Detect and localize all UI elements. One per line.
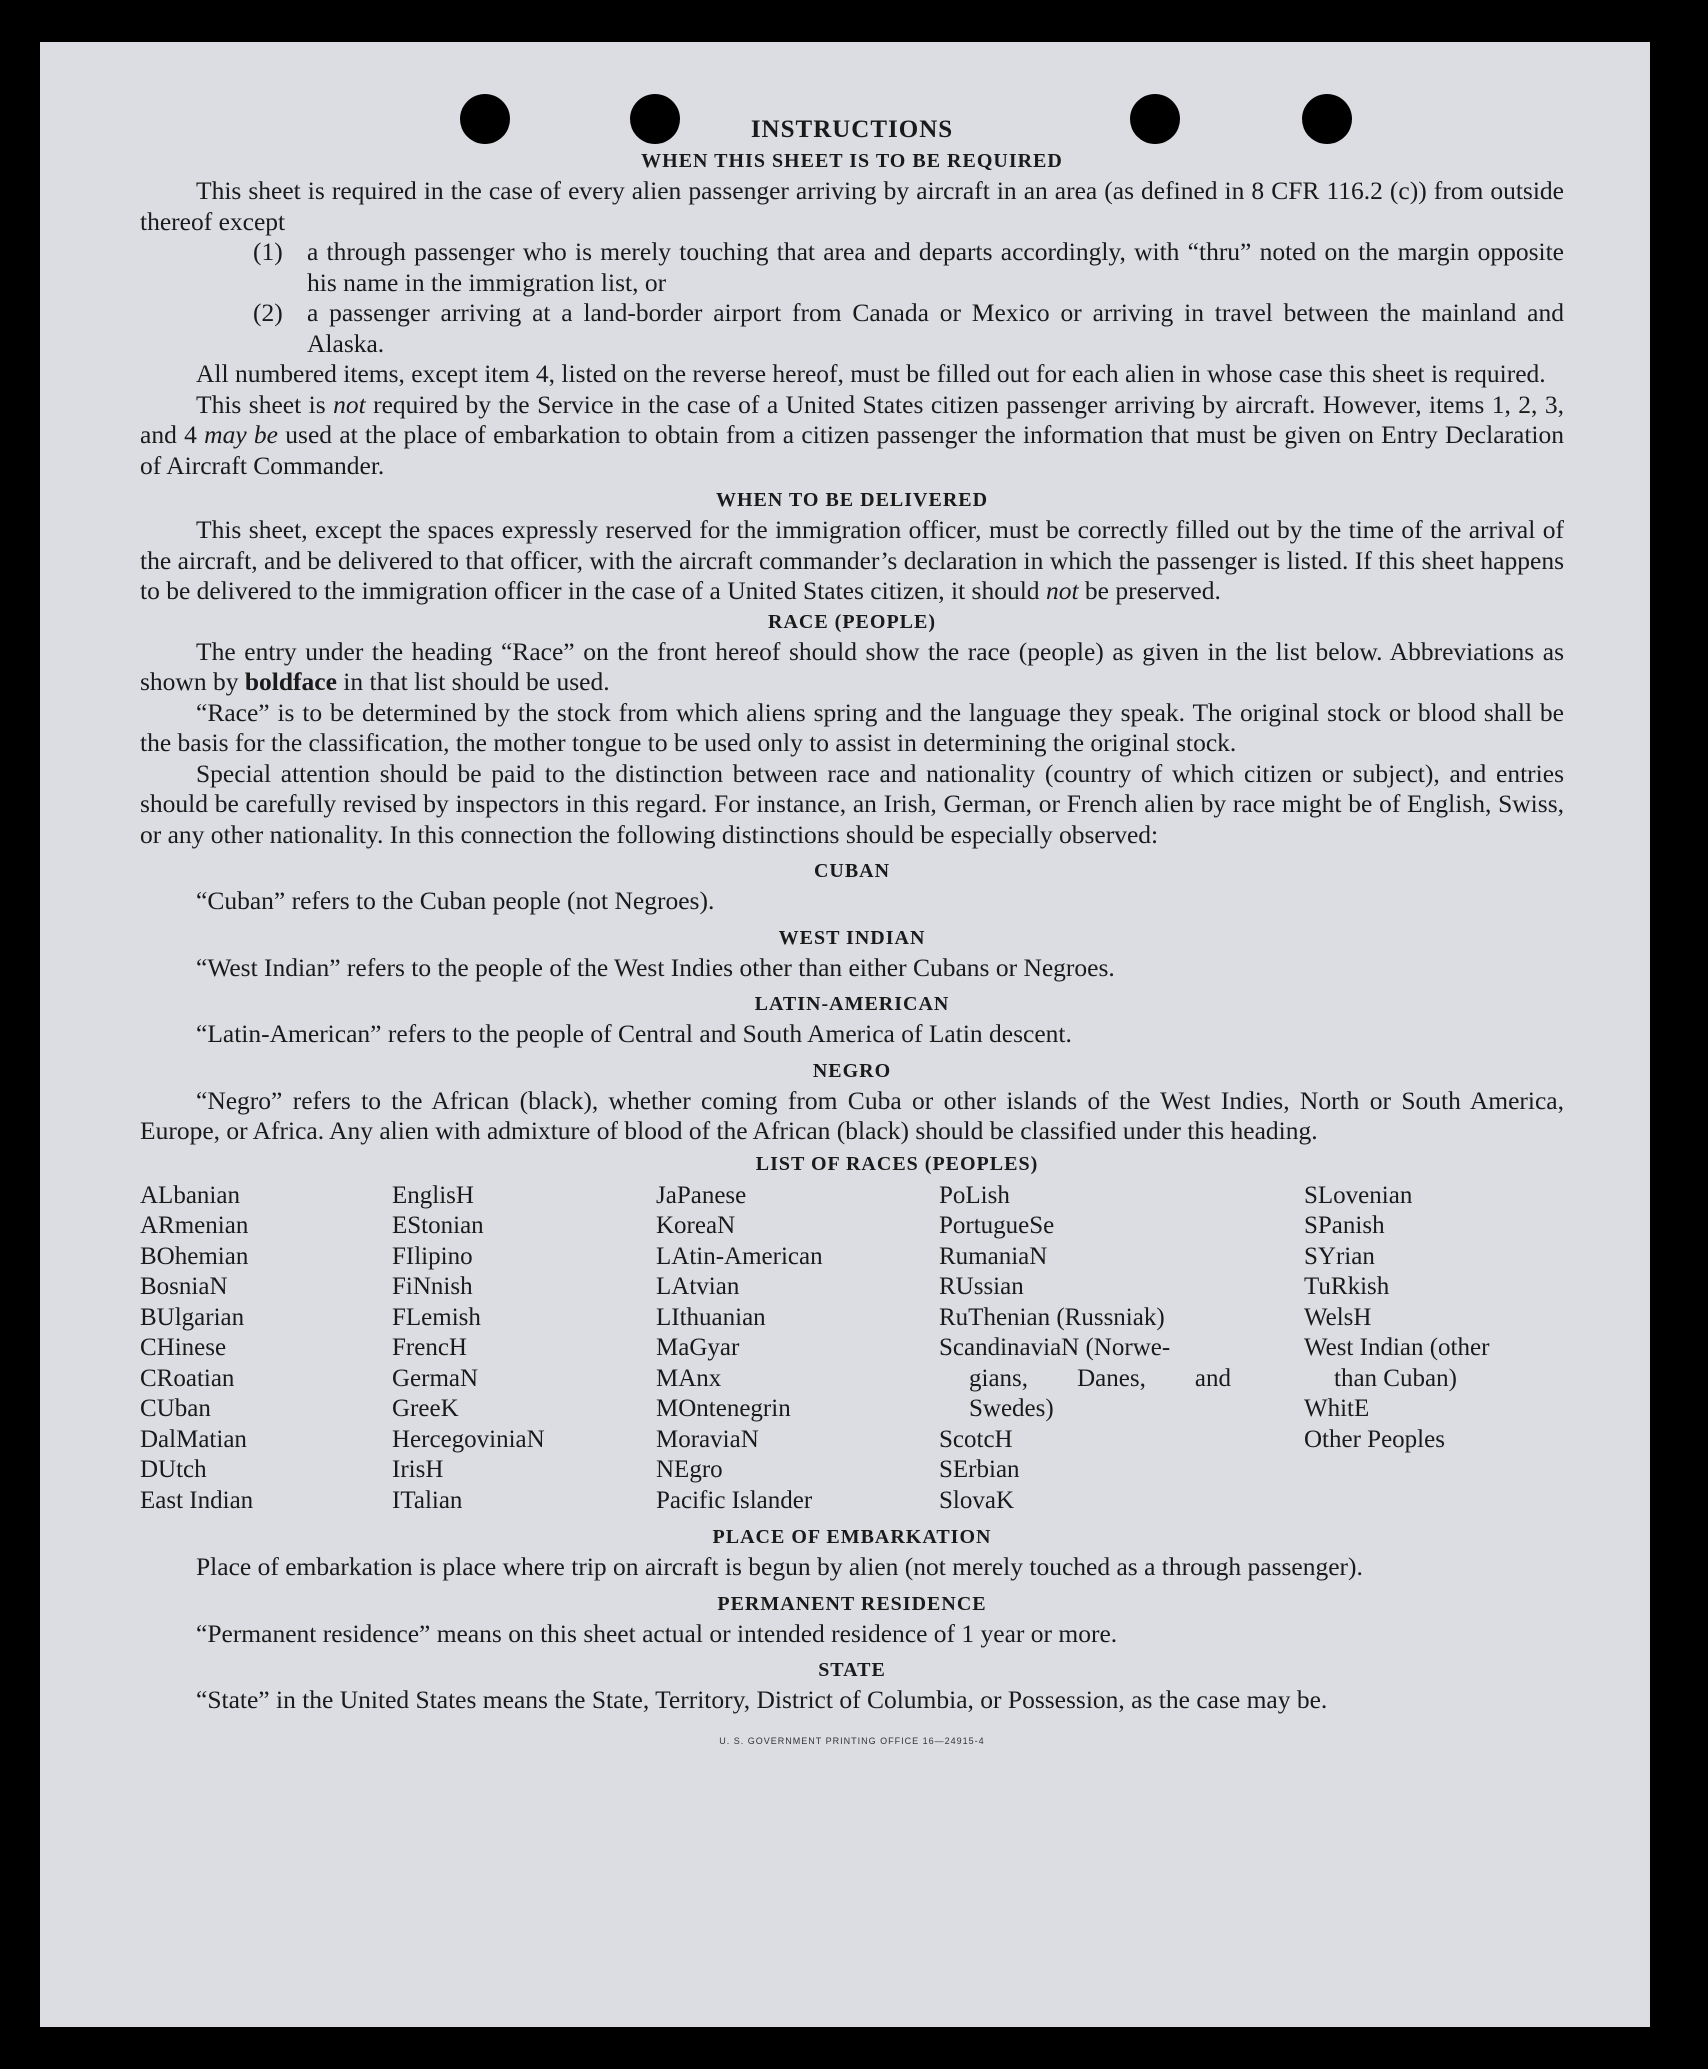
section-heading: NEGRO bbox=[812, 1059, 892, 1082]
list-item: KoreaN bbox=[656, 1212, 736, 1239]
list-item: FLemish bbox=[392, 1303, 481, 1331]
list-item: ALbanian bbox=[140, 1181, 240, 1209]
paragraph: “Negro” refers to the African (black), whether coming from Cuba or other islands of the West Indies, North or South America, Europe, or Africa. Any alien with admixture of blood of the African (black) should be classified under this heading. bbox=[140, 1085, 1564, 1145]
punch-hole bbox=[1302, 94, 1352, 144]
list-item: than Cuban) bbox=[1334, 1364, 1457, 1392]
list-item: East Indian bbox=[140, 1486, 254, 1514]
list-item: BOhemian bbox=[140, 1242, 249, 1270]
punch-hole bbox=[460, 94, 510, 144]
list-item: RumaniaN bbox=[939, 1242, 1048, 1270]
paragraph: “Cuban” refers to the Cuban people (not Negroes). bbox=[196, 886, 715, 915]
numbered-item bbox=[140, 298, 1564, 359]
item-text: a through passenger who is merely touching that area and departs accordingly, with “thru” noted on the margin opposite his name in the immigration list, or bbox=[307, 237, 1564, 297]
list-item: ScandinaviaN (Norwe- bbox=[939, 1334, 1171, 1361]
section-heading: WHEN TO BE DELIVERED bbox=[715, 489, 989, 511]
section-heading: WHEN THIS SHEET IS TO BE REQUIRED bbox=[641, 150, 1063, 172]
list-item: CUban bbox=[140, 1395, 211, 1422]
paragraph: Place of embarkation is place where trip on aircraft is begun by alien (not merely touched as a through passenger). bbox=[196, 1552, 1363, 1581]
list-item: DalMatian bbox=[140, 1425, 247, 1453]
list-item: MOntenegrin bbox=[656, 1395, 791, 1422]
race-column-1 bbox=[140, 1181, 392, 1517]
paragraph: “Permanent residence” means on this sheet actual or intended residence of 1 year or more. bbox=[196, 1618, 1118, 1648]
list-item: LAtin-American bbox=[656, 1242, 823, 1270]
list-item: ScotcH bbox=[939, 1425, 1013, 1453]
list-item: MoraviaN bbox=[656, 1425, 759, 1453]
paragraph: “West Indian” refers to the people of the West Indies other than either Cubans or Negroes. bbox=[196, 952, 1115, 982]
paragraph: All numbered items, except item 4, listed on the reverse hereof, must be filled out for each alien in whose case this sheet is required. bbox=[196, 359, 1546, 388]
list-item: JaPanese bbox=[656, 1181, 747, 1209]
list-item: CHinese bbox=[140, 1334, 227, 1361]
printer-imprint: U. S. GOVERNMENT PRINTING OFFICE 16—24915-4 bbox=[719, 1735, 985, 1746]
race-column-2 bbox=[392, 1181, 656, 1517]
section-heading: CUBAN bbox=[813, 860, 891, 882]
race-column-5 bbox=[1304, 1181, 1489, 1517]
section-heading: WEST INDIAN bbox=[778, 926, 926, 949]
race-column-3 bbox=[656, 1181, 939, 1517]
list-item: SLovenian bbox=[1304, 1181, 1413, 1209]
list-item: EStonian bbox=[392, 1212, 484, 1239]
list-item: SYrian bbox=[1304, 1242, 1375, 1270]
list-item: West Indian (other bbox=[1304, 1334, 1490, 1361]
section-heading: STATE bbox=[818, 1659, 886, 1681]
paragraph: This sheet is not required by the Service in the case of a United States citizen passenger arriving by aircraft. However, items 1, 2, 3, and 4 may be used at the place of embarkation to obtain from a citizen passenger the information that must be given on Entry Declaration of Aircraft Commander. bbox=[140, 389, 1564, 480]
list-item: FIlipino bbox=[392, 1242, 473, 1270]
document-sheet bbox=[40, 42, 1650, 2027]
race-column-4 bbox=[939, 1181, 1304, 1517]
paragraph: This sheet is required in the case of every alien passenger arriving by aircraft in an area (as defined in 8 CFR 116.2 (c)) from outside thereof except bbox=[140, 176, 1564, 236]
section-heading: LATIN-AMERICAN bbox=[754, 993, 950, 1015]
list-item: FrencH bbox=[392, 1334, 467, 1361]
list-item: LIthuanian bbox=[656, 1303, 766, 1331]
item-number: (2) bbox=[253, 298, 283, 327]
list-item: CRoatian bbox=[140, 1364, 235, 1392]
list-item: Other Peoples bbox=[1304, 1425, 1445, 1453]
list-item: NEgro bbox=[656, 1456, 723, 1483]
race-list bbox=[140, 1181, 1564, 1517]
list-item: HercegoviniaN bbox=[392, 1425, 545, 1453]
list-item: WhitE bbox=[1304, 1395, 1370, 1422]
paragraph: This sheet, except the spaces expressly reserved for the immigration officer, must be correctly filled out by the time of the arrival of the aircraft, and be delivered to that officer, with the aircraft commander’s declaration in which the passenger is listed. If this sheet happens to be delivered to the immigration officer in the case of a United States citizen, it should not be preserved. bbox=[140, 515, 1564, 605]
paragraph: “Latin-American” refers to the people of Central and South America of Latin descent. bbox=[196, 1019, 1072, 1048]
paragraph: The entry under the heading “Race” on the front hereof should show the race (people) as given in the list below. Abbreviations as shown by boldface in that list should be used. bbox=[140, 636, 1564, 696]
list-item: SlovaK bbox=[939, 1486, 1014, 1514]
list-item: PoLish bbox=[939, 1181, 1010, 1209]
list-item: SErbian bbox=[939, 1456, 1020, 1483]
paragraph: “State” in the United States means the State, Territory, District of Columbia, or Possession, as the case may be. bbox=[196, 1685, 1328, 1714]
list-item: ARmenian bbox=[140, 1212, 249, 1239]
list-item: MAnx bbox=[656, 1364, 722, 1392]
list-item: EnglisH bbox=[392, 1181, 474, 1209]
numbered-item bbox=[140, 237, 1564, 298]
paragraph: “Race” is to be determined by the stock from which aliens spring and the language they speak. The original stock or blood shall be the basis for the classification, the mother tongue to be used only to assist in determining the original stock. bbox=[140, 697, 1564, 757]
section-heading: RACE (PEOPLE) bbox=[768, 610, 936, 633]
punch-hole bbox=[630, 94, 680, 144]
punch-hole bbox=[1130, 94, 1180, 144]
list-item: BosniaN bbox=[140, 1273, 228, 1300]
list-item: ITalian bbox=[392, 1486, 463, 1514]
list-item: PortugueSe bbox=[939, 1212, 1055, 1239]
section-heading: PLACE OF EMBARKATION bbox=[712, 1526, 992, 1548]
list-item: GreeK bbox=[392, 1395, 459, 1422]
list-item: FiNnish bbox=[392, 1273, 473, 1300]
section-heading: PERMANENT RESIDENCE bbox=[717, 1592, 987, 1615]
list-item: LAtvian bbox=[656, 1273, 740, 1300]
list-item: BUlgarian bbox=[140, 1303, 245, 1331]
item-text: a passenger arriving at a land-border airport from Canada or Mexico or arriving in travel between the mainland and Alaska. bbox=[307, 298, 1564, 358]
list-item: MaGyar bbox=[656, 1334, 740, 1361]
list-item: SPanish bbox=[1304, 1212, 1385, 1239]
list-item: gians, Danes, and bbox=[969, 1364, 1231, 1392]
list-item: Pacific Islander bbox=[656, 1486, 813, 1514]
list-item: Swedes) bbox=[969, 1395, 1054, 1422]
list-item: IrisH bbox=[392, 1456, 444, 1483]
section-heading: LIST OF RACES (PEOPLES) bbox=[755, 1152, 1039, 1175]
page-title: INSTRUCTIONS bbox=[750, 116, 954, 143]
list-item: RuThenian (Russniak) bbox=[939, 1303, 1165, 1331]
list-item: DUtch bbox=[140, 1456, 207, 1483]
list-item: WelsH bbox=[1304, 1303, 1372, 1331]
list-item: RUssian bbox=[939, 1273, 1024, 1300]
item-number: (1) bbox=[253, 237, 283, 266]
list-item: TuRkish bbox=[1304, 1273, 1390, 1300]
paragraph: Special attention should be paid to the distinction between race and nationality (country of which citizen or subject), and entries should be carefully revised by inspectors in this regard. For instance, an Irish, German, or French alien by race might be of English, Swiss, or any other nationality. In this connection the following distinctions should be especially observed: bbox=[140, 758, 1564, 849]
list-item: GermaN bbox=[392, 1364, 479, 1392]
